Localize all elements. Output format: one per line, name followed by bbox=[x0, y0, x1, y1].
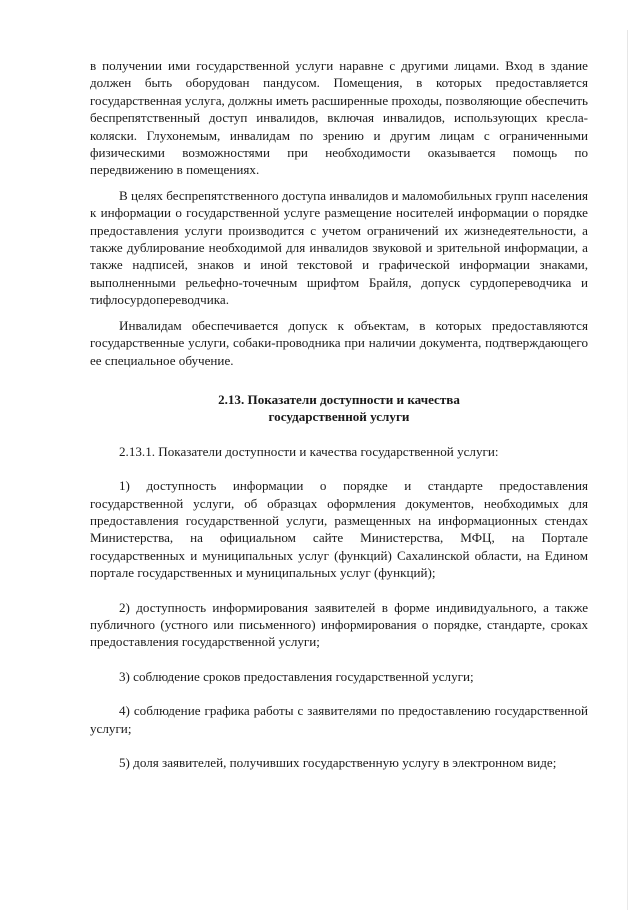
list-item-5: 5) доля заявителей, получивших государственную услугу в электронном виде; bbox=[119, 755, 557, 770]
section-heading-line2: государственной услуги bbox=[268, 409, 410, 425]
document-body bbox=[90, 57, 588, 771]
list-item-1: 1) доступность информации о порядке и стандарте предоставления государственной услуги, об образцах оформления документов, необходимых для предоставления государственной услуги, размещенных на информационных стендах Министерства, на официальном сайте Министерства, МФЦ, на Портале государственных и муниципальных услуг (функций) Сахалинской области, на Едином портале государственных и муниципальных услуг (функций); bbox=[90, 478, 588, 581]
paragraph-entrance-access: в получении ими государственной услуги наравне с другими лицами. Вход в здание должен быть оборудован пандусом. Помещения, в которых предоставляется государственная услуга, должны иметь расширенные проходы, позволяющие обеспечить беспрепятственный доступ инвалидов, включая инвалидов, использующих кресла-коляски. Глухонемым, инвалидам по зрению и другим лицам с ограниченными физическими возможностями при необходимости оказывается помощь по передвижению в помещениях. bbox=[90, 58, 588, 178]
list-item-2: 2) доступность информирования заявителей в форме индивидуального, а также публичного (устного или письменного) информирования о порядке, стандарте, сроках предоставления государственной услуги; bbox=[90, 599, 588, 650]
paragraph-guide-dogs: Инвалидам обеспечивается допуск к объектам, в которых предоставляются государственные услуги, собаки-проводника при наличии документа, подтверждающего ее специальное обучение. bbox=[90, 317, 588, 368]
paragraph-info-access: В целях беспрепятственного доступа инвалидов и маломобильных групп населения к информации о государственной услуге размещение носителей информации о порядке предоставления услуги производится с учетом ограничений их жизнедеятельности, а также дублирование необходимой для инвалидов звуковой и зрительной информации, а также надписей, знаков и иной текстовой и графической информации знаками, выполненными рельефно-точечным шрифтом Брайля, допуск сурдопереводчика и тифлосурдопереводчика. bbox=[90, 187, 588, 308]
section-heading bbox=[90, 391, 588, 426]
list-item-4: 4) соблюдение графика работы с заявителями по предоставлению государственной услуги; bbox=[90, 703, 588, 736]
scan-edge-shadow bbox=[627, 30, 628, 910]
section-heading-line1: 2.13. Показатели доступности и качества bbox=[218, 391, 460, 407]
list-item-3: 3) соблюдение сроков предоставления государственной услуги; bbox=[119, 668, 474, 684]
paragraph-2-13-1: 2.13.1. Показатели доступности и качества государственной услуги: bbox=[119, 443, 499, 459]
